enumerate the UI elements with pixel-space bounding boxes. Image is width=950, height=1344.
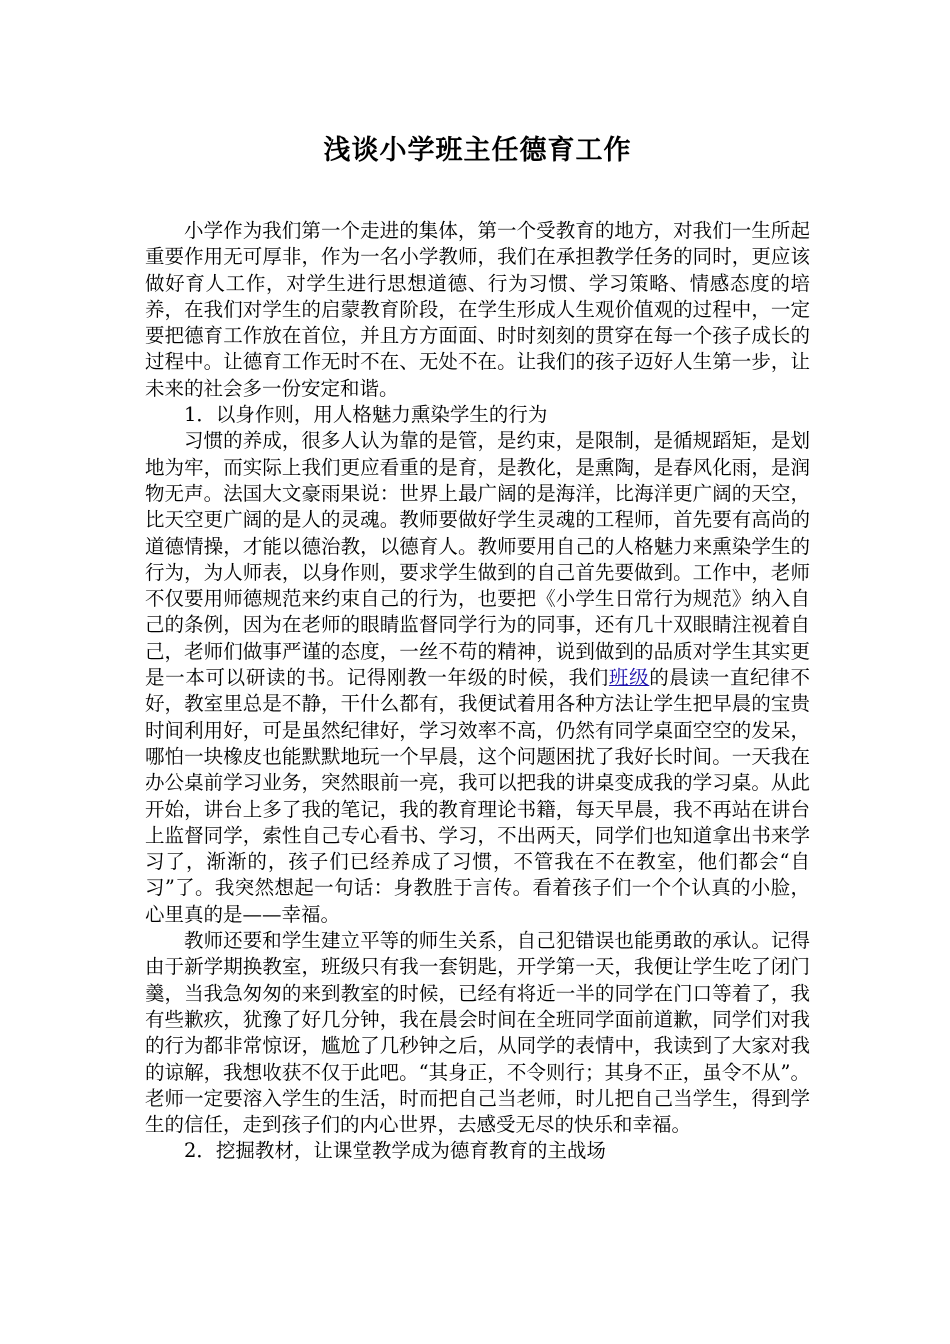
section-1-paragraph-2: 教师还要和学生建立平等的师生关系，自己犯错误也能勇敢的承认。记得由于新学期换教室，班级只有我一套钥匙，开学第一天，我便让学生吃了闭门羹，当我急匆匆的来到教室的时候，已经有将近一半的同学在门口等着了，我有些歉疚，犹豫了好几分钟，我在晨会时间在全班同学面前道歉，同学们对我的行为都非常惊讶，尴尬了几秒钟之后，从同学的表情中，我读到了大家对我的谅解，我想收获不仅于此吧。“其身正，不令则行；其身不正，虽令不从”。老师一定要溶入学生的生活，时而把自己当老师，时儿把自己当学生，得到学生的信任，走到孩子们的内心世界，去感受无尽的快乐和幸福。 xyxy=(145,929,810,1137)
section-1-paragraph-1-text-a: 习惯的养成，很多人认为靠的是管，是约束，是限制，是循规蹈矩，是划地为牢，而实际上我们更应看重的是育，是教化，是熏陶，是春风化雨，是润物无声。法国大文豪雨果说：世界上最广阔的是海洋，比海洋更广阔的天空，比天空更广阔的是人的灵魂。教师要做好学生灵魂的工程师，首先要有高尚的道德情操，才能以德治教，以德育人。教师要用自己的人格魅力来熏染学生的行为，为人师表，以身作则，要求学生做到的自己首先要做到。工作中，老师不仅要用师德规范来约束自己的行为，也要把《小学生日常行为规范》纳入自己的条例，因为在老师的眼睛监督同学行为的同事，还有几十双眼睛注视着自己，老师们做事严谨的态度，一丝不苟的精神，说到做到的品质对学生其实更是一本可以研读的书。记得刚教一年级的时候，我们 xyxy=(145,429,810,690)
section-1-paragraph-1-text-b: 的晨读一直纪律不好，教室里总是不静，干什么都有，我便试着用各种方法让学生把早晨的宝贵时间利用好，可是虽然纪律好，学习效率不高，仍然有同学桌面空空的发呆，哪怕一块橡皮也能默默地玩一个早晨，这个问题困扰了我好长时间。一天我在办公桌前学习业务，突然眼前一亮，我可以把我的讲桌变成我的学习桌。从此开始，讲台上多了我的笔记，我的教育理论书籍，每天早晨，我不再站在讲台上监督同学，索性自己专心看书、学习，不出两天，同学们也知道拿出书来学习了，渐渐的，孩子们已经养成了习惯，不管我在不在教室，他们都会“自习”了。我突然想起一句话：身教胜于言传。看着孩子们一个个认真的小脸，心里真的是——幸福。 xyxy=(145,666,810,926)
class-link[interactable]: 班级 xyxy=(608,666,650,690)
document-body xyxy=(145,218,810,1165)
section-2-heading: 2．挖掘教材，让课堂教学成为德育教育的主战场 xyxy=(184,1139,606,1163)
document-title: 浅谈小学班主任德育工作 xyxy=(323,135,632,166)
intro-paragraph: 小学作为我们第一个走进的集体，第一个受教育的地方，对我们一生所起重要作用无可厚非，作为一名小学教师，我们在承担教学任务的同时，更应该做好育人工作，对学生进行思想道德、行为习惯、学习策略、情感态度的培养，在我们对学生的启蒙教育阶段，在学生形成人生观价值观的过程中，一定要把德育工作放在首位，并且方方面面、时时刻刻的贯穿在每一个孩子成长的过程中。让德育工作无时不在、无处不在。让我们的孩子迈好人生第一步，让未来的社会多一份安定和谐。 xyxy=(145,219,810,400)
document-page xyxy=(145,0,810,1165)
section-1-paragraph-1 xyxy=(145,428,810,928)
section-1-heading: 1．以身作则，用人格魅力熏染学生的行为 xyxy=(184,403,548,427)
